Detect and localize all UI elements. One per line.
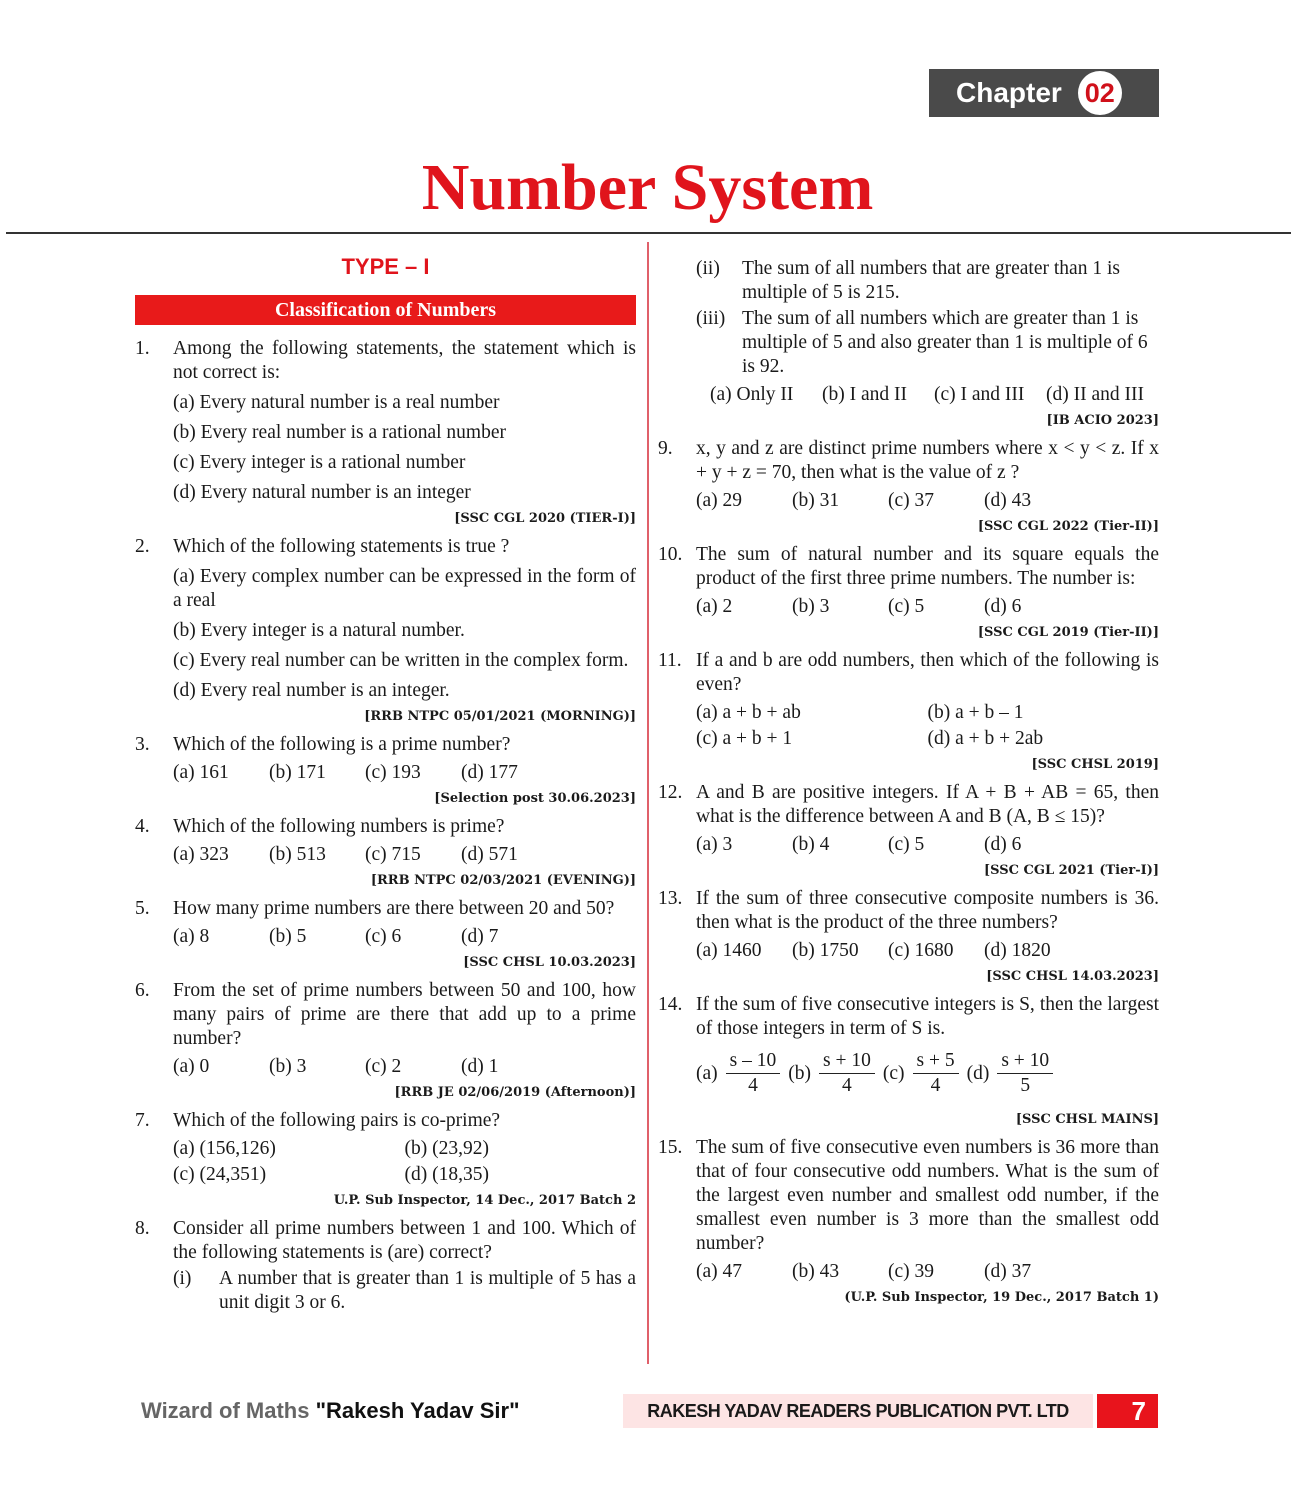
- question-stem: Which of the following statements is true ?: [173, 536, 510, 557]
- option-label: (b): [788, 1062, 811, 1084]
- question-row: [658, 649, 1159, 751]
- sub-statement: [696, 257, 1159, 305]
- question-body: [173, 979, 636, 1079]
- option: (a) 29: [696, 490, 743, 511]
- options: [173, 565, 636, 703]
- source-tag: [RRB NTPC 05/01/2021 (MORNING)]: [364, 709, 636, 724]
- question-number: 5.: [135, 898, 150, 919]
- question-number: 3.: [135, 734, 150, 755]
- question-stem: How many prime numbers are there between 20 and 50?: [173, 898, 615, 919]
- question-stem: Which of the following numbers is prime?: [173, 816, 505, 837]
- options: [696, 595, 1159, 619]
- source-tag: [SSC CHSL 2019]: [1031, 757, 1159, 772]
- option: (a) 47: [696, 1261, 743, 1282]
- question-row: [658, 993, 1159, 1106]
- option: (b) 5: [269, 926, 307, 947]
- source-tag: [SSC CGL 2022 (Tier-II)]: [977, 519, 1159, 534]
- option: (c) 37: [888, 490, 935, 511]
- option-label: (c): [882, 1062, 905, 1084]
- question-stem: Which of the following pairs is co-prime?: [173, 1110, 501, 1131]
- option: (a) Only II: [710, 384, 794, 405]
- chapter-badge: [929, 69, 1159, 117]
- question-number: 14.: [658, 994, 683, 1015]
- chapter-number: 02: [1078, 71, 1122, 115]
- option: (d) Every real number is an integer.: [173, 680, 450, 701]
- fraction: [913, 1049, 959, 1098]
- question-row: [658, 437, 1159, 513]
- question-body: [696, 649, 1159, 751]
- question: [658, 543, 1159, 645]
- option: (b) 171: [269, 762, 326, 783]
- question-number: 2.: [135, 536, 150, 557]
- option: (d) II and III: [1046, 384, 1144, 405]
- question-body: [696, 543, 1159, 619]
- chapter-label: Chapter: [956, 77, 1062, 108]
- option: (a) Every natural number is a real number: [173, 392, 500, 413]
- source-tag: [SSC CHSL MAINS]: [1015, 1112, 1159, 1127]
- question-body: [173, 1109, 636, 1187]
- question: [135, 1109, 636, 1213]
- option: (a) Every complex number can be expressed in the form of a real: [173, 566, 636, 611]
- question-stem: From the set of prime numbers between 50 and 100, how many pairs of prime are there that add up to a prime number?: [173, 980, 636, 1049]
- option: (c) (24,351): [173, 1164, 267, 1185]
- question: [658, 887, 1159, 989]
- option: (d) 7: [461, 926, 499, 947]
- option: (d) 43: [984, 490, 1032, 511]
- sub-text: The sum of all numbers which are greater than 1 is multiple of 5 and also greater than 1 is multiple of 6 is 92.: [742, 308, 1148, 377]
- question-row: [658, 543, 1159, 619]
- options: [173, 925, 636, 949]
- question-row: [658, 887, 1159, 963]
- option: (b) 31: [792, 490, 840, 511]
- sub-label: (i): [173, 1268, 192, 1289]
- fraction: [819, 1049, 875, 1098]
- denominator: 4: [842, 1075, 852, 1096]
- question-body: [173, 897, 636, 949]
- question-number: 9.: [658, 438, 673, 459]
- option: (a) 2: [696, 596, 733, 617]
- question: [658, 437, 1159, 539]
- option: (c) 715: [365, 844, 421, 865]
- options: [696, 833, 1159, 857]
- options: [696, 1049, 1159, 1098]
- source-tag: U.P. Sub Inspector, 14 Dec., 2017 Batch 2: [333, 1193, 636, 1208]
- question-number: 1.: [135, 338, 150, 359]
- question-body: [696, 437, 1159, 513]
- options: [173, 1137, 636, 1187]
- question-body: [173, 1217, 636, 1315]
- question-number: 13.: [658, 888, 683, 909]
- option: (d) Every natural number is an integer: [173, 482, 471, 503]
- question-stem: If a and b are odd numbers, then which of the following is even?: [696, 650, 1159, 695]
- option-label: (d): [966, 1062, 990, 1084]
- option: (d) 37: [984, 1261, 1032, 1282]
- option: (b) 3: [269, 1056, 307, 1077]
- denominator: 4: [930, 1075, 941, 1096]
- numerator: s + 5: [913, 1049, 959, 1074]
- question: [135, 815, 636, 893]
- question-number: 7.: [135, 1110, 150, 1131]
- question: [658, 781, 1159, 883]
- question-row: [135, 897, 636, 949]
- source-tag: [SSC CGL 2020 (TIER-I)]: [454, 511, 636, 526]
- question-body: [696, 887, 1159, 963]
- option: (b) Every integer is a natural number.: [173, 620, 465, 641]
- numerator: s + 10: [819, 1049, 875, 1074]
- source-tag: [RRB JE 02/06/2019 (Afternoon)]: [394, 1085, 636, 1100]
- question-stem: If the sum of five consecutive integers is S, then the largest of those integers in term of S is.: [696, 994, 1159, 1039]
- question: [658, 993, 1159, 1132]
- footer-brand: [141, 1398, 520, 1424]
- option: (a) (156,126): [173, 1138, 276, 1159]
- question-stem: x, y and z are distinct prime numbers where x < y < z. If x + y + z = 70, then what is the value of z ?: [696, 438, 1159, 483]
- option: (c) I and III: [934, 384, 1025, 405]
- option: (d) 571: [461, 844, 518, 865]
- option: (a) 3: [696, 834, 733, 855]
- question-8-continued: [658, 257, 1159, 433]
- source-tag: [SSC CGL 2019 (Tier-II)]: [977, 625, 1159, 640]
- option: (c) 193: [365, 762, 421, 783]
- source-tag: [SSC CHSL 14.03.2023]: [986, 969, 1159, 984]
- question-number: 11.: [658, 650, 682, 671]
- question-row: [135, 1109, 636, 1187]
- question: [658, 649, 1159, 777]
- question-number: 8.: [135, 1218, 150, 1239]
- option: (b) 513: [269, 844, 326, 865]
- brand-prefix: Wizard of Maths: [141, 1398, 310, 1423]
- source-tag: [SSC CHSL 10.03.2023]: [463, 955, 636, 970]
- option: (d) 1820: [984, 940, 1051, 961]
- question-body: [696, 993, 1159, 1106]
- option: (b) a + b – 1: [927, 702, 1024, 723]
- sub-statement: [696, 307, 1159, 379]
- question-row: [135, 1217, 636, 1315]
- option: (c) 39: [888, 1261, 935, 1282]
- options: [696, 1260, 1159, 1284]
- option: (c) 2: [365, 1056, 402, 1077]
- question-body: [696, 781, 1159, 857]
- option: (c) Every integer is a rational number: [173, 452, 466, 473]
- question-body: [173, 535, 636, 703]
- sub-statement: [173, 1267, 636, 1315]
- option: (b) 4: [792, 834, 830, 855]
- question-row: [135, 979, 636, 1079]
- option: (c) 1680: [888, 940, 954, 961]
- question-body: [173, 337, 636, 505]
- section-type: TYPE – I: [341, 254, 430, 279]
- option: (a) 0: [173, 1056, 210, 1077]
- options: [173, 761, 636, 785]
- question-number: 6.: [135, 980, 150, 1001]
- option: (d) (18,35): [404, 1164, 489, 1185]
- option: (a) 8: [173, 926, 210, 947]
- question-number: 12.: [658, 782, 683, 803]
- page-title: Number System: [421, 151, 874, 224]
- question-row: [135, 733, 636, 785]
- option: (c) 5: [888, 834, 925, 855]
- option: (b) Every real number is a rational number: [173, 422, 506, 443]
- option: (a) a + b + ab: [696, 702, 801, 723]
- right-column: [658, 255, 1159, 1310]
- question-stem: Consider all prime numbers between 1 and 100. Which of the following statements is (are) correct?: [173, 1218, 636, 1263]
- question-row: [135, 535, 636, 703]
- question-stem: The sum of natural number and its square equals the product of the first three prime numbers. The number is:: [696, 544, 1159, 589]
- page-number: 7: [1097, 1394, 1158, 1428]
- question-row: [658, 781, 1159, 857]
- question-row: [135, 337, 636, 505]
- left-column: [135, 255, 636, 1315]
- denominator: 5: [1020, 1075, 1031, 1096]
- footer-publisher: RAKESH YADAV READERS PUBLICATION PVT. LTD: [623, 1394, 1093, 1428]
- option: (a) 1460: [696, 940, 762, 961]
- sub-label: (iii): [696, 308, 726, 329]
- question: [135, 897, 636, 975]
- question-body: [173, 733, 636, 785]
- option: (c) 5: [888, 596, 925, 617]
- sub-text: A number that is greater than 1 is multiple of 5 has a unit digit 3 or 6.: [219, 1268, 636, 1313]
- option: (b) (23,92): [404, 1138, 489, 1159]
- continuation: [696, 257, 1159, 407]
- question-stem: Which of the following is a prime number?: [173, 734, 511, 755]
- option: (b) 3: [792, 596, 830, 617]
- question-number: 15.: [658, 1137, 683, 1158]
- question: [135, 1217, 636, 1315]
- options: [696, 489, 1159, 513]
- options: [173, 843, 636, 867]
- option-label: (a): [696, 1062, 718, 1084]
- option: (a) 161: [173, 762, 229, 783]
- source-tag: [SSC CGL 2021 (Tier-I)]: [984, 863, 1159, 878]
- option: (d) 177: [461, 762, 518, 783]
- question-body: [696, 1136, 1159, 1284]
- numerator: s – 10: [726, 1049, 781, 1074]
- option: (b) 43: [792, 1261, 840, 1282]
- option: (d) 1: [461, 1056, 499, 1077]
- question-stem: A and B are positive integers. If A + B + AB = 65, then what is the difference between A and B (A, B ≤ 15)?: [696, 782, 1159, 827]
- question-stem: The sum of five consecutive even numbers is 36 more than that of four consecutive odd numbers. What is the sum of the largest even number and smallest odd number, if the smallest even number is 3 more than the smallest odd number?: [696, 1137, 1159, 1254]
- fraction: [726, 1049, 781, 1098]
- option: (a) 323: [173, 844, 229, 865]
- question-stem: Among the following statements, the statement which is not correct is:: [173, 338, 636, 383]
- question-row: [658, 1136, 1159, 1284]
- numerator: s + 10: [997, 1049, 1053, 1074]
- section-band: Classification of Numbers: [135, 295, 636, 325]
- question: [135, 979, 636, 1105]
- options: [173, 1055, 636, 1079]
- question-number: 4.: [135, 816, 150, 837]
- question-stem: If the sum of three consecutive composite numbers is 36. then what is the product of the three numbers?: [696, 888, 1159, 933]
- sub-label: (ii): [696, 258, 720, 279]
- option: (c) 6: [365, 926, 402, 947]
- fraction: [997, 1049, 1053, 1098]
- question: [135, 733, 636, 811]
- options: [710, 383, 1159, 407]
- question-body: [173, 815, 636, 867]
- question: [135, 535, 636, 729]
- option: (d) a + b + 2ab: [927, 728, 1044, 749]
- options: [696, 701, 1159, 751]
- option: (d) 6: [984, 834, 1022, 855]
- question-row: [135, 815, 636, 867]
- question: [135, 337, 636, 531]
- brand-name: "Rakesh Yadav Sir": [315, 1398, 520, 1423]
- sub-statements: [173, 1267, 636, 1315]
- source-tag: [IB ACIO 2023]: [1046, 413, 1159, 428]
- source-tag: [RRB NTPC 02/03/2021 (EVENING)]: [370, 873, 636, 888]
- options: [696, 939, 1159, 963]
- source-tag: [Selection post 30.06.2023]: [434, 791, 636, 806]
- question: [658, 1136, 1159, 1310]
- option: (c) a + b + 1: [696, 728, 793, 749]
- denominator: 4: [748, 1075, 758, 1096]
- title-divider: [6, 232, 1291, 234]
- source-tag: (U.P. Sub Inspector, 19 Dec., 2017 Batch 1): [844, 1290, 1159, 1305]
- option: (d) 6: [984, 596, 1022, 617]
- options: [173, 391, 636, 505]
- question-number: 10.: [658, 544, 683, 565]
- column-divider: [647, 242, 649, 1364]
- sub-text: The sum of all numbers that are greater than 1 is multiple of 5 is 215.: [742, 258, 1120, 303]
- option: (c) Every real number can be written in the complex form.: [173, 650, 629, 671]
- option: (b) I and II: [822, 384, 907, 405]
- option: (b) 1750: [792, 940, 859, 961]
